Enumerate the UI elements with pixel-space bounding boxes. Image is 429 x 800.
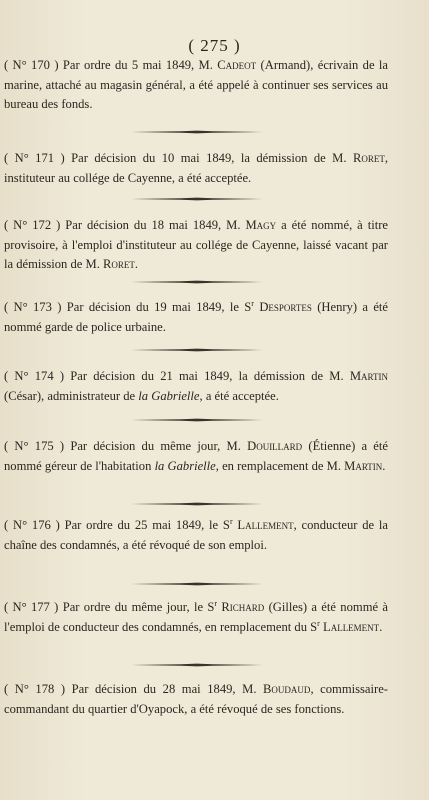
entry-174: ( N° 174 ) Par décision du 21 mai 1849, la démission de M. Martin (César), administrateur de la Gabrielle, a été acceptée. [4,369,388,403]
separator-rule [131,348,263,352]
entry-173: ( N° 173 ) Par décision du 19 mai 1849, le $S^r$ Desportes (Henry) a été nommé garde de police urbaine. [4,298,389,334]
entry-number: ( N° 173 ) [4,300,62,314]
person-name: Roret [103,257,135,271]
person-name: Lallement [237,518,294,532]
entry-number: ( N° 171 ) [4,151,65,165]
person-name: Martin [344,458,383,473]
person-name: Richard [221,600,265,614]
entry-number: ( N° 172 ) [4,218,61,232]
person-name: Martin [349,369,388,383]
person-name: Douillard [247,439,303,453]
person-name: Magy [245,218,277,232]
separator-rule [131,582,263,586]
entry-172: ( N° 172 ) Par décision du 18 mai 1849, M. Magy a été nommé, à titre provisoire, à l'emploi d'instituteur au collége de Cayenne, laissé vacant par la démission de M. Roret. [4,218,388,271]
entry-170: ( N° 170 ) Par ordre du 5 mai 1849, M. Cadeot (Armand), écrivain de la marine, attaché au magasin général, a été appelé à continuer ses services au bureau des fonds. [4,58,388,111]
entry-number: ( N° 177 ) [4,600,59,614]
entry-178: ( N° 178 ) Par décision du 28 mai 1849, M. Boudaud, commissaire-commandant du quartier d'Oyapock, a été révoqué de ses fonctions. [4,682,388,716]
separator-rule [131,130,263,134]
person-name: Roret [352,151,385,165]
estate-name: la Gabrielle [154,458,216,473]
separator-rule [131,502,263,506]
entry-number: ( N° 176 ) [4,518,60,532]
entry-175: ( N° 175 ) Par décision du même jour, M. Douillard (Étienne) a été nommé géreur de l'habitation la Gabrielle, en remplacement de M. Martin. [4,439,388,473]
entry-177: ( N° 177 ) Par ordre du même jour, le $S^r$ Richard (Gilles) a été nommé à l'emploi de conducteur des condamnés, en remplacement du $S^r$ Lallement. [4,598,388,634]
separator-rule [131,663,263,667]
entry-number: ( N° 178 ) [4,682,66,696]
estate-name: la Gabrielle [138,388,200,403]
entry-number: ( N° 174 ) [4,369,65,383]
separator-rule [131,418,263,422]
entry-number: ( N° 175 ) [4,439,65,453]
entry-number: ( N° 170 ) [4,58,59,72]
person-name: Lallement [323,619,380,634]
separator-rule [131,197,263,201]
entry-171: ( N° 171 ) Par décision du 10 mai 1849, la démission de M. Roret, instituteur au collége de Cayenne, a été acceptée. [4,151,388,185]
person-name: Cadeot [217,58,257,72]
separator-rule [131,280,263,284]
entry-176: ( N° 176 ) Par ordre du 25 mai 1849, le $S^r$ Lallement, conducteur de la chaîne des condamnés, a été révoqué de son emploi. [4,516,389,552]
person-name: Desportes [259,300,312,314]
person-name: Boudaud [263,682,311,696]
page-number: ( 275 ) [188,36,241,55]
